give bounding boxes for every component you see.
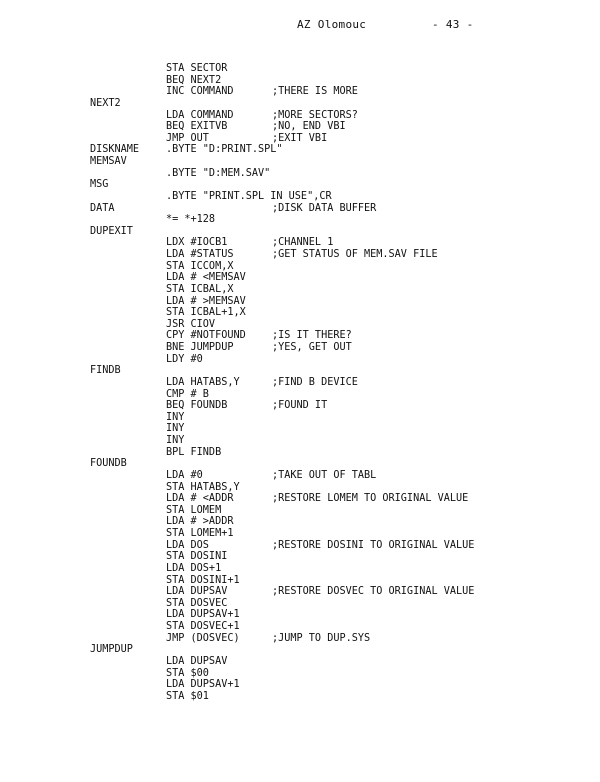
code-line bbox=[0, 121, 600, 133]
code-instr: STA HATABS,Y bbox=[166, 481, 240, 493]
code-instr: LDA DOS+1 bbox=[166, 562, 222, 574]
code-line bbox=[0, 307, 600, 319]
code-line bbox=[0, 377, 600, 389]
code-line bbox=[0, 168, 600, 180]
code-comment: ;DISK DATA BUFFER bbox=[272, 202, 377, 214]
code-line bbox=[0, 133, 600, 145]
code-instr: STA $01 bbox=[166, 690, 209, 702]
code-line bbox=[0, 284, 600, 296]
code-instr: STA ICBAL,X bbox=[166, 283, 234, 295]
code-line bbox=[0, 656, 600, 668]
code-comment: ;JUMP TO DUP.SYS bbox=[272, 632, 371, 644]
code-instr: INY bbox=[166, 435, 185, 446]
code-label: MSG bbox=[90, 179, 109, 191]
code-line bbox=[0, 261, 600, 273]
code-line bbox=[0, 272, 600, 284]
code-instr: LDA DOS bbox=[166, 539, 209, 551]
code-line bbox=[0, 633, 600, 645]
code-instr: STA DOSVEC bbox=[166, 597, 228, 609]
code-line bbox=[0, 86, 600, 98]
code-line bbox=[0, 63, 600, 75]
code-instr: INY bbox=[166, 423, 185, 435]
code-instr: LDA #0 bbox=[166, 469, 203, 481]
code-instr: STA $00 bbox=[166, 667, 209, 679]
code-instr: LDX #IOCB1 bbox=[166, 237, 228, 249]
code-line bbox=[0, 226, 600, 238]
code-comment: ;RESTORE DOSVEC TO ORIGINAL VALUE bbox=[272, 586, 475, 598]
code-comment: ;YES, GET OUT bbox=[272, 342, 352, 353]
code-line bbox=[0, 330, 600, 342]
code-line bbox=[0, 609, 600, 621]
code-line bbox=[0, 179, 600, 191]
code-instr: LDA DUPSAV bbox=[166, 586, 228, 598]
code-comment: ;RESTORE DOSINI TO ORIGINAL VALUE bbox=[272, 539, 475, 551]
code-instr: LDA DUPSAV+1 bbox=[166, 609, 240, 621]
code-comment: ;CHANNEL 1 bbox=[272, 237, 334, 249]
code-instr: CMP # B bbox=[166, 388, 209, 400]
code-line bbox=[0, 586, 600, 598]
code-instr: LDA # >ADDR bbox=[166, 516, 234, 528]
code-label: DISKNAME bbox=[90, 144, 140, 156]
code-instr: JMP (DOSVEC) bbox=[166, 632, 240, 644]
code-line bbox=[0, 540, 600, 552]
code-label: DUPEXIT bbox=[90, 225, 133, 237]
code-listing bbox=[0, 63, 600, 702]
code-line bbox=[0, 470, 600, 482]
code-line bbox=[0, 621, 600, 633]
code-line bbox=[0, 354, 600, 366]
code-line bbox=[0, 412, 600, 424]
code-comment: ;MORE SECTORS? bbox=[272, 109, 358, 121]
code-instr: CPY #NOTFOUND bbox=[166, 330, 246, 342]
code-line bbox=[0, 575, 600, 587]
code-line bbox=[0, 191, 600, 203]
code-instr: *= *+128 bbox=[166, 214, 216, 226]
code-line bbox=[0, 156, 600, 168]
code-instr: STA DOSINI bbox=[166, 551, 228, 563]
code-instr: JMP OUT bbox=[166, 132, 209, 144]
code-line bbox=[0, 98, 600, 110]
code-line bbox=[0, 203, 600, 215]
code-line bbox=[0, 493, 600, 505]
code-instr: STA DOSVEC+1 bbox=[166, 621, 240, 632]
code-line bbox=[0, 249, 600, 261]
code-instr: STA SECTOR bbox=[166, 63, 228, 74]
code-label: MEMSAV bbox=[90, 156, 127, 167]
code-instr: STA DOSINI+1 bbox=[166, 574, 240, 586]
code-instr: JSR CIOV bbox=[166, 318, 216, 330]
code-comment: ;IS IT THERE? bbox=[272, 330, 352, 342]
code-line bbox=[0, 551, 600, 563]
code-label: FINDB bbox=[90, 365, 121, 377]
code-instr: BEQ FOUNDB bbox=[166, 400, 228, 412]
page-number: - 43 - bbox=[432, 18, 474, 31]
code-line bbox=[0, 214, 600, 226]
code-comment: ;THERE IS MORE bbox=[272, 86, 358, 98]
code-comment: ;FOUND IT bbox=[272, 400, 328, 412]
code-line bbox=[0, 528, 600, 540]
code-instr: STA LOMEM bbox=[166, 504, 222, 516]
code-line bbox=[0, 482, 600, 494]
code-instr: INY bbox=[166, 411, 185, 423]
code-line bbox=[0, 679, 600, 691]
code-line bbox=[0, 563, 600, 575]
code-instr: LDA # <ADDR bbox=[166, 493, 234, 505]
code-label: DATA bbox=[90, 202, 115, 214]
code-instr: .BYTE "PRINT.SPL IN USE",CR bbox=[166, 190, 332, 202]
code-instr: BPL FINDB bbox=[166, 446, 222, 458]
code-comment: ;TAKE OUT OF TABL bbox=[272, 469, 377, 481]
code-line bbox=[0, 505, 600, 517]
code-line bbox=[0, 342, 600, 354]
code-instr: LDA # >MEMSAV bbox=[166, 295, 246, 307]
code-instr: STA ICBAL+1,X bbox=[166, 307, 246, 319]
code-instr: .BYTE "D:PRINT.SPL" bbox=[166, 144, 283, 156]
code-line bbox=[0, 691, 600, 703]
code-line bbox=[0, 144, 600, 156]
page-header bbox=[0, 18, 600, 34]
code-instr: LDA COMMAND bbox=[166, 109, 234, 121]
code-instr: LDY #0 bbox=[166, 353, 203, 365]
code-line bbox=[0, 110, 600, 122]
code-instr: LDA HATABS,Y bbox=[166, 376, 240, 388]
code-instr: STA LOMEM+1 bbox=[166, 528, 234, 539]
code-label: NEXT2 bbox=[90, 97, 121, 109]
header-source: AZ Olomouc bbox=[297, 18, 367, 31]
code-instr: BNE JUMPDUP bbox=[166, 342, 234, 353]
code-line bbox=[0, 668, 600, 680]
code-line bbox=[0, 75, 600, 87]
code-instr: LDA #STATUS bbox=[166, 249, 234, 260]
code-line bbox=[0, 447, 600, 459]
code-instr: .BYTE "D:MEM.SAV" bbox=[166, 167, 271, 179]
code-comment: ;FIND B DEVICE bbox=[272, 376, 358, 388]
code-instr: LDA # <MEMSAV bbox=[166, 272, 246, 284]
code-line bbox=[0, 400, 600, 412]
code-label: FOUNDB bbox=[90, 458, 127, 470]
code-instr: INC COMMAND bbox=[166, 86, 234, 98]
code-instr: STA ICCOM,X bbox=[166, 260, 234, 272]
code-line bbox=[0, 319, 600, 331]
code-comment: ;NO, END VBI bbox=[272, 121, 346, 133]
code-line bbox=[0, 516, 600, 528]
code-instr: BEQ EXITVB bbox=[166, 121, 228, 133]
code-comment: ;EXIT VBI bbox=[272, 132, 328, 144]
code-line bbox=[0, 458, 600, 470]
code-instr: BEQ NEXT2 bbox=[166, 74, 222, 86]
code-instr: LDA DUPSAV+1 bbox=[166, 679, 240, 691]
code-line bbox=[0, 423, 600, 435]
code-line bbox=[0, 296, 600, 308]
code-instr: LDA DUPSAV bbox=[166, 655, 228, 667]
code-line bbox=[0, 435, 600, 447]
code-line bbox=[0, 598, 600, 610]
code-line bbox=[0, 365, 600, 377]
code-label: JUMPDUP bbox=[90, 644, 133, 656]
code-line bbox=[0, 389, 600, 401]
code-line bbox=[0, 237, 600, 249]
code-line bbox=[0, 644, 600, 656]
code-comment: ;GET STATUS OF MEM.SAV FILE bbox=[272, 249, 438, 260]
code-comment: ;RESTORE LOMEM TO ORIGINAL VALUE bbox=[272, 493, 469, 505]
